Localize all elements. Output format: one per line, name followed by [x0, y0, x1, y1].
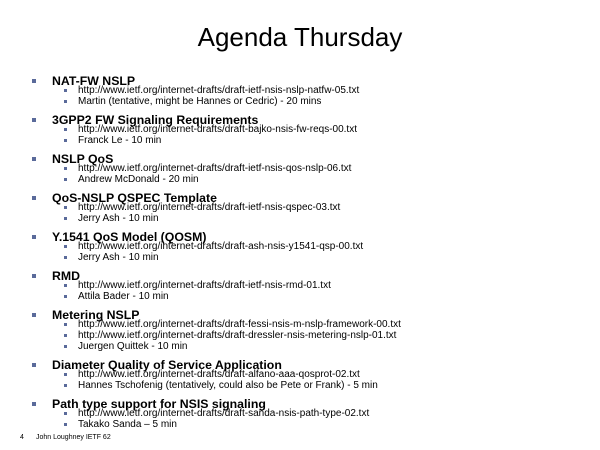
draft-link[interactable]: http://www.ietf.org/internet-drafts/draft-ietf-nsis-qos-nslp-06.txt: [78, 163, 352, 174]
agenda-subitem: [32, 213, 592, 224]
sub-bullet-icon: [64, 295, 67, 298]
agenda-item-title: QoS-NSLP QSPEC Template: [52, 191, 217, 205]
sub-bullet-icon: [64, 334, 67, 337]
agenda-subitem: [32, 280, 592, 291]
agenda-subitem: [32, 124, 592, 135]
draft-link[interactable]: http://www.ietf.org/internet-drafts/draft-bajko-nsis-fw-reqs-00.txt: [78, 124, 357, 135]
agenda-subitem: [32, 174, 592, 185]
sub-bullet-icon: [64, 139, 67, 142]
sub-bullet-icon: [64, 206, 67, 209]
agenda-item-title: Y.1541 QoS Model (QOSM): [52, 230, 207, 244]
draft-link[interactable]: http://www.ietf.org/internet-drafts/draft-alfano-aaa-qosprot-02.txt: [78, 369, 360, 380]
agenda-subitem: [32, 241, 592, 252]
agenda-subitem: [32, 85, 592, 96]
agenda-item-title: Diameter Quality of Service Application: [52, 358, 282, 372]
sub-bullet-icon: [64, 128, 67, 131]
presenter-text: Hannes Tschofenig (tentatively, could also be Pete or Frank) - 5 min: [78, 380, 378, 391]
agenda-subitem: [32, 408, 592, 419]
agenda-item: [32, 151, 592, 190]
page-number: 4: [20, 434, 24, 441]
agenda-subitem: [32, 96, 592, 107]
agenda-item-title: Metering NSLP: [52, 308, 140, 322]
agenda-item-title: 3GPP2 FW Signaling Requirements: [52, 113, 259, 127]
sub-bullet-icon: [64, 256, 67, 259]
draft-link[interactable]: http://www.ietf.org/internet-drafts/draft-ietf-nsis-qspec-03.txt: [78, 202, 341, 213]
agenda-item-title: Path type support for NSIS signaling: [52, 397, 266, 411]
draft-link[interactable]: http://www.ietf.org/internet-drafts/draft-ietf-nsis-nslp-natfw-05.txt: [78, 85, 360, 96]
draft-link[interactable]: http://www.ietf.org/internet-drafts/draft-ash-nsis-y1541-qsp-00.txt: [78, 241, 364, 252]
agenda-subitem: [32, 163, 592, 174]
agenda-list: [32, 73, 592, 435]
sub-bullet-icon: [64, 100, 67, 103]
sub-bullet-icon: [64, 284, 67, 287]
agenda-subitem: [32, 319, 592, 330]
bullet-icon: [32, 118, 36, 122]
presenter-text: Andrew McDonald - 20 min: [78, 174, 199, 185]
sub-bullet-icon: [64, 412, 67, 415]
bullet-icon: [32, 274, 36, 278]
presenter-text: Jerry Ash - 10 min: [78, 213, 159, 224]
presenter-text: Franck Le - 10 min: [78, 135, 162, 146]
agenda-subitem: [32, 202, 592, 213]
agenda-subitem: [32, 135, 592, 146]
sub-bullet-icon: [64, 373, 67, 376]
agenda-item: [32, 73, 592, 112]
agenda-item: [32, 112, 592, 151]
agenda-item: [32, 396, 592, 435]
sub-bullet-icon: [64, 89, 67, 92]
bullet-icon: [32, 79, 36, 83]
presenter-text: Attila Bader - 10 min: [78, 291, 169, 302]
agenda-subitem: [32, 341, 592, 352]
agenda-subitem: [32, 330, 592, 341]
bullet-icon: [32, 363, 36, 367]
agenda-subitem: [32, 291, 592, 302]
presenter-text: Jerry Ash - 10 min: [78, 252, 159, 263]
bullet-icon: [32, 157, 36, 161]
draft-link[interactable]: http://www.ietf.org/internet-drafts/draft-ietf-nsis-rmd-01.txt: [78, 280, 331, 291]
sub-bullet-icon: [64, 178, 67, 181]
sub-bullet-icon: [64, 423, 67, 426]
presenter-text: Martin (tentative, might be Hannes or Cedric) - 20 mins: [78, 96, 322, 107]
agenda-item: [32, 307, 592, 357]
draft-link[interactable]: http://www.ietf.org/internet-drafts/draft-fessi-nsis-m-nslp-framework-00.txt: [78, 319, 401, 330]
draft-link[interactable]: http://www.ietf.org/internet-drafts/draft-sanda-nsis-path-type-02.txt: [78, 408, 370, 419]
sub-bullet-icon: [64, 323, 67, 326]
bullet-icon: [32, 196, 36, 200]
bullet-icon: [32, 235, 36, 239]
agenda-item: [32, 268, 592, 307]
presenter-text: Takako Sanda – 5 min: [78, 419, 177, 430]
bullet-icon: [32, 402, 36, 406]
slide-footer: [20, 434, 111, 441]
sub-bullet-icon: [64, 384, 67, 387]
bullet-icon: [32, 313, 36, 317]
agenda-item: [32, 357, 592, 396]
sub-bullet-icon: [64, 217, 67, 220]
agenda-subitem: [32, 369, 592, 380]
slide-title: Agenda Thursday: [197, 22, 403, 52]
agenda-subitem: [32, 380, 592, 391]
agenda-item-title: NAT-FW NSLP: [52, 74, 136, 88]
agenda-item-title: RMD: [52, 269, 81, 283]
agenda-item: [32, 190, 592, 229]
presenter-text: Juergen Quittek - 10 min: [78, 341, 188, 352]
agenda-subitem: [32, 252, 592, 263]
footer-text: John Loughney IETF 62: [36, 434, 111, 441]
draft-link[interactable]: http://www.ietf.org/internet-drafts/draft-dressler-nsis-metering-nslp-01.txt: [78, 330, 397, 341]
agenda-item: [32, 229, 592, 268]
sub-bullet-icon: [64, 245, 67, 248]
agenda-item-title: NSLP QoS: [52, 152, 114, 166]
sub-bullet-icon: [64, 345, 67, 348]
sub-bullet-icon: [64, 167, 67, 170]
agenda-subitem: [32, 419, 592, 430]
